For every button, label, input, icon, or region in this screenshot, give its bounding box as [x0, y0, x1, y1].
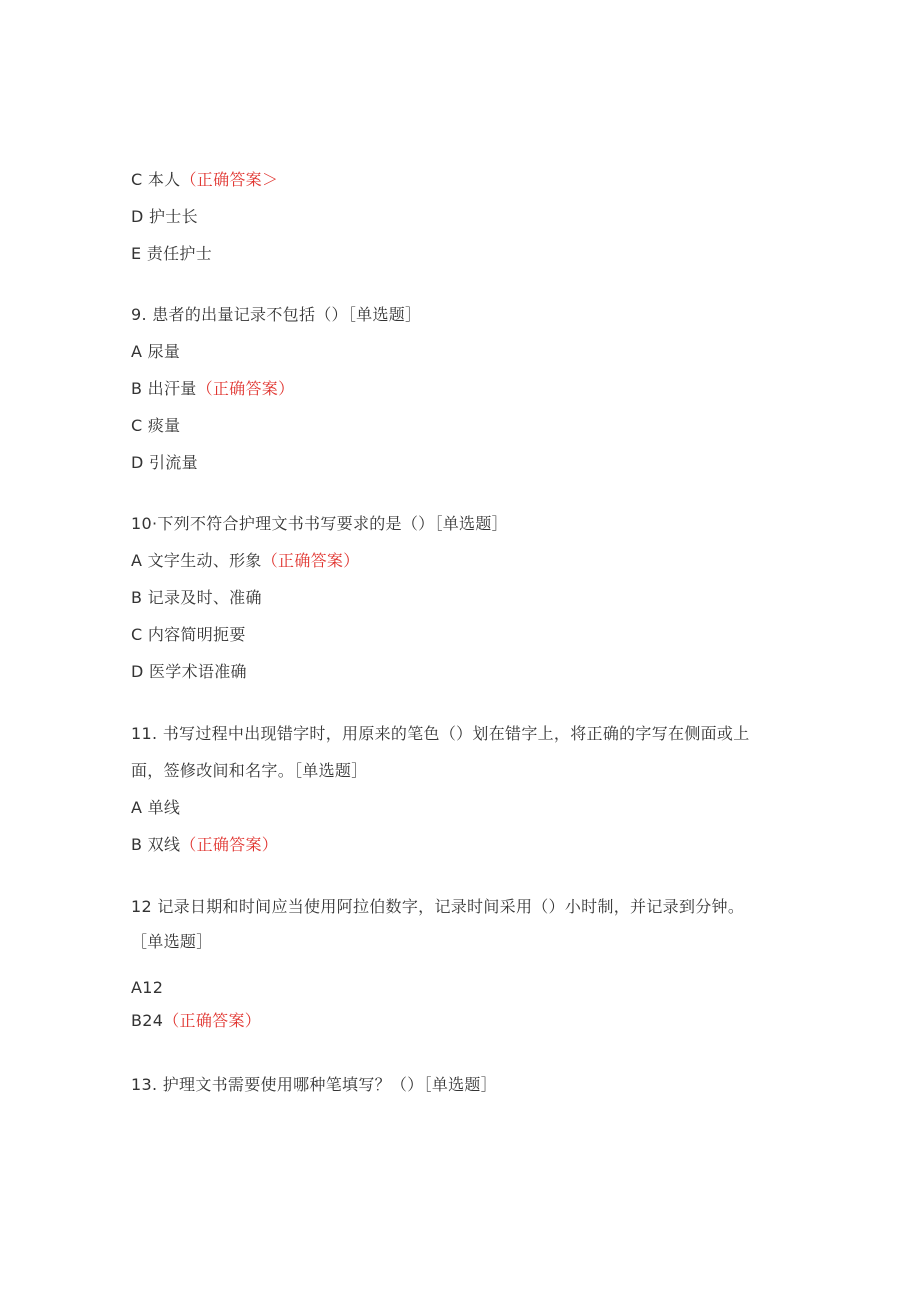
- option-b-line: [131, 1011, 261, 1031]
- question-text: 13. 护理文书需要使用哪种笔填写？（）［单选题］: [131, 1075, 498, 1094]
- question-10: [131, 514, 508, 534]
- option-text: A 文字生动、形象: [131, 551, 262, 570]
- option-text: D 护士长: [131, 207, 198, 226]
- question-11-continued: [131, 761, 368, 781]
- option-b-line: [131, 588, 262, 608]
- option-e-line: [131, 244, 212, 264]
- correct-answer-mark: （正确答案）: [196, 379, 295, 398]
- option-text: E 责任护士: [131, 244, 212, 263]
- option-c-line: [131, 625, 246, 645]
- question-text: 12 记录日期和时间应当使用阿拉伯数字，记录时间采用（）小时制，并记录到分钟。: [131, 897, 745, 916]
- option-a-line: [131, 798, 180, 818]
- option-b-line: [131, 835, 278, 855]
- option-text: B 出汗量: [131, 379, 197, 398]
- option-a-line: [131, 978, 163, 998]
- option-b-line: [131, 379, 294, 399]
- question-type: ［单选题］: [131, 932, 213, 951]
- option-text: C 痰量: [131, 416, 181, 435]
- correct-answer-mark: （正确答案）: [163, 1011, 262, 1030]
- correct-answer-mark: （正确答案）: [261, 551, 360, 570]
- question-text: 9. 患者的出量记录不包括（）［单选题］: [131, 305, 422, 324]
- option-c-line: [131, 416, 180, 436]
- option-d-line: [131, 207, 198, 227]
- option-text: A12: [131, 978, 164, 997]
- option-text: B 双线: [131, 835, 181, 854]
- option-text: D 引流量: [131, 453, 198, 472]
- correct-answer-mark: （正确答案）: [180, 835, 279, 854]
- option-text: A 尿量: [131, 342, 181, 361]
- question-12: [131, 897, 744, 917]
- option-a-line: [131, 342, 180, 362]
- question-13: [131, 1075, 497, 1095]
- correct-answer-mark: （正确答案＞: [180, 170, 279, 189]
- option-text: D 医学术语准确: [131, 662, 247, 681]
- question-text: 11. 书写过程中出现错字时，用原来的笔色（）划在错字上，将正确的字写在侧面或上: [131, 724, 750, 743]
- option-text: A 单线: [131, 798, 181, 817]
- question-text: 面，签修改间和名字。［单选题］: [131, 761, 368, 780]
- option-text: C 内容简明扼要: [131, 625, 246, 644]
- question-12-continued: [131, 932, 213, 952]
- option-text: B24: [131, 1011, 164, 1030]
- option-a-line: [131, 551, 360, 571]
- question-9: [131, 305, 421, 325]
- option-text: C 本人: [131, 170, 181, 189]
- option-c-line: [131, 170, 278, 190]
- option-d-line: [131, 662, 247, 682]
- option-d-line: [131, 453, 198, 473]
- question-text: 10·下列不符合护理文书书写要求的是（）［单选题］: [131, 514, 508, 533]
- question-11: [131, 724, 750, 744]
- option-text: B 记录及时、准确: [131, 588, 262, 607]
